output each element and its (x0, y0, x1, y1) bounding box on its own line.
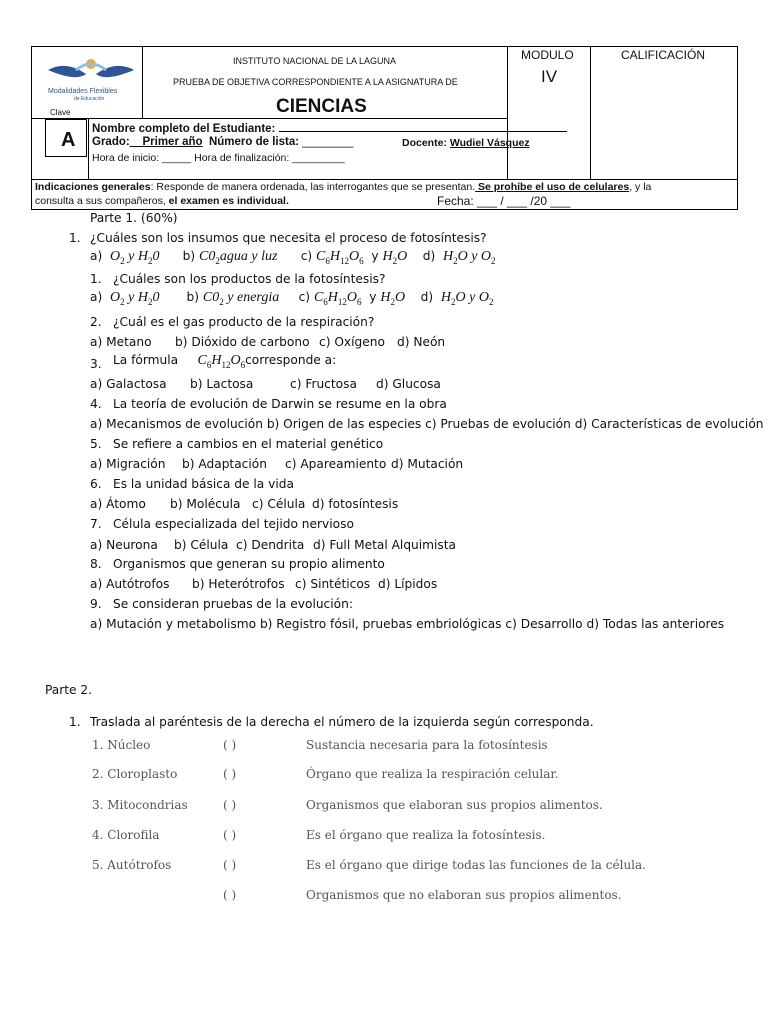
question-1: ¿Cuáles son los insumos que necesita el proceso de fotosíntesis? (90, 231, 487, 245)
match-paren[interactable]: ( ) (223, 858, 237, 872)
q7-opt-b: b) Célula (174, 538, 229, 552)
part2-instruction: Traslada al paréntesis de la derecha el número de la izquierda según corresponda. (90, 715, 594, 729)
q6-opt-d: d) fotosíntesis (312, 497, 399, 511)
q-num: 9. (90, 597, 102, 611)
q-num: 1. (90, 272, 102, 286)
grade-value: __Primer año (129, 136, 203, 148)
match-left-4: 4. Clorofila (92, 828, 160, 842)
q7-opt-a: a) Neurona (90, 538, 158, 552)
match-right-6: Organismos que no elaboran sus propios alimentos. (306, 888, 622, 902)
part1-title: Parte 1. (60%) (90, 211, 178, 225)
logo-icon (46, 56, 136, 88)
q8-opt-c: c) Sintéticos (295, 577, 371, 591)
q-num: 4. (90, 397, 102, 411)
match-right-5: Es el órgano que dirige todas las funciones de la célula. (306, 858, 646, 872)
q3-opt-a: a) Galactosa (90, 377, 167, 391)
q5-opt-a: a) Migración (90, 457, 166, 471)
q5-opt-b: b) Adaptación (182, 457, 267, 471)
q2-opt-a: a) Metano (90, 335, 152, 349)
match-paren[interactable]: ( ) (223, 767, 237, 781)
q6-opt-c: c) Célula (252, 497, 306, 511)
q-num: 8. (90, 557, 102, 571)
q8-opt-d: d) Lípidos (378, 577, 438, 591)
question-7: Célula especializada del tejido nervioso (113, 517, 354, 531)
match-left-1: 1. Núcleo (92, 738, 151, 752)
time-line[interactable]: Hora de inicio: _____ Hora de finalización: _________ (92, 152, 345, 164)
fecha[interactable]: Fecha: ___ / ___ /20 ___ (437, 194, 571, 208)
teacher-row: Docente: Wudiel Vásquez (402, 137, 530, 149)
match-left-2: 2. Cloroplasto (92, 767, 178, 781)
q3-opt-c: c) Fructosa (290, 377, 357, 391)
q2-opt-d: d) Neón (397, 335, 446, 349)
indications-line-2: consulta a sus compañeros, el examen es individual. (35, 195, 289, 207)
q7-opt-c: c) Dendrita (236, 538, 305, 552)
question-9: Se consideran pruebas de la evolución: (113, 597, 353, 611)
question-5: Se refiere a cambios en el material genético (113, 437, 384, 451)
q-num: 3. (90, 357, 102, 371)
logo-text-2: de Educación (74, 96, 105, 102)
question-2: ¿Cuál es el gas producto de la respiración? (113, 315, 375, 329)
q2-opt-c: c) Oxígeno (319, 335, 385, 349)
q5-opt-c: c) Apareamiento (285, 457, 387, 471)
clave-value: A (61, 129, 76, 151)
clave-label: Clave (50, 108, 71, 117)
part2-number: 1. (69, 715, 81, 729)
part2-title: Parte 2. (45, 683, 93, 697)
q8-opt-a: a) Autótrofos (90, 577, 170, 591)
calificacion-cell (590, 46, 738, 180)
match-paren[interactable]: ( ) (223, 738, 237, 752)
q-num: 6. (90, 477, 102, 491)
grade-row: Grado:__Primer año Número de lista: ________ (92, 136, 354, 148)
q8-opt-b: b) Heterótrofos (192, 577, 285, 591)
student-name-field[interactable] (279, 121, 567, 132)
modulo-label: MODULO (521, 48, 574, 62)
q9-options: a) Mutación y metabolismo b) Registro fósil, pruebas embriológicas c) Desarrollo d) Todas las anteriores (90, 617, 725, 631)
match-right-3: Organismos que elaboran sus propios alimentos. (306, 798, 603, 812)
match-left-3: 3. Mitocondrias (92, 798, 188, 812)
q2-opt-b: b) Dióxido de carbono (175, 335, 310, 349)
question-6: Es la unidad básica de la vida (113, 477, 294, 491)
institute-name: INSTITUTO NACIONAL DE LA LAGUNA (233, 56, 397, 66)
teacher-name: Wudiel Vásquez (449, 137, 530, 149)
q1b-options: a) $O_2$ y $H_20$ b) $C0_2$ y energia c) $C_6H_{12}O_6$ y $H_2O$ d) $H_2O$ y $O_2$ (90, 290, 494, 307)
q6-opt-b: b) Molécula (170, 497, 241, 511)
match-paren[interactable]: ( ) (223, 828, 237, 842)
question-4: La teoría de evolución de Darwin se resume en la obra (113, 397, 447, 411)
subject-title: CIENCIAS (276, 96, 367, 117)
question-8: Organismos que generan su propio alimento (113, 557, 385, 571)
match-right-4: Es el órgano que realiza la fotosíntesis. (306, 828, 546, 842)
q6-opt-a: a) Átomo (90, 497, 146, 511)
match-left-5: 5. Autótrofos (92, 858, 172, 872)
q-num: 2. (90, 315, 102, 329)
q-num: 5. (90, 437, 102, 451)
q1-options: a) $O_2$ y $H_20$ b) $C0_2agua$ y luz c) $C_6H_{12}O_6$ y $H_2O$ d) $H_2O$ y $O_2$ (90, 249, 496, 266)
question-1b: ¿Cuáles son los productos de la fotosíntesis? (113, 272, 386, 286)
q-num: 7. (90, 517, 102, 531)
match-right-2: Órgano que realiza la respiración celular. (306, 767, 559, 781)
list-blank[interactable]: ________ (302, 136, 354, 148)
match-paren[interactable]: ( ) (223, 888, 237, 902)
q3-opt-b: b) Lactosa (190, 377, 254, 391)
student-name-label: Nombre completo del Estudiante: (92, 121, 567, 135)
q5-opt-d: d) Mutación (391, 457, 464, 471)
q4-options: a) Mecanismos de evolución b) Origen de las especies c) Pruebas de evolución d) Características de evolución (90, 417, 764, 431)
question-3: La fórmula $C_6H_{12}O_6corresponde$ a: (113, 353, 337, 370)
modulo-value: IV (541, 67, 558, 86)
match-right-1: Sustancia necesaria para la fotosíntesis (306, 738, 548, 752)
logo-text-1: Modalidades Flexibles (48, 88, 118, 95)
exam-line: PRUEBA DE OBJETIVA CORRESPONDIENTE A LA ASIGNATURA DE (173, 77, 458, 87)
match-paren[interactable]: ( ) (223, 798, 237, 812)
q3-opt-d: d) Glucosa (376, 377, 441, 391)
q7-opt-d: d) Full Metal Alquimista (313, 538, 457, 552)
q-num: 1. (69, 231, 81, 245)
indications-line-1: Indicaciones generales: Responde de manera ordenada, las interrogantes que se presentan. Se prohíbe el uso de celulares, y la (35, 181, 652, 193)
calificacion-label: CALIFICACIÓN (621, 48, 706, 62)
